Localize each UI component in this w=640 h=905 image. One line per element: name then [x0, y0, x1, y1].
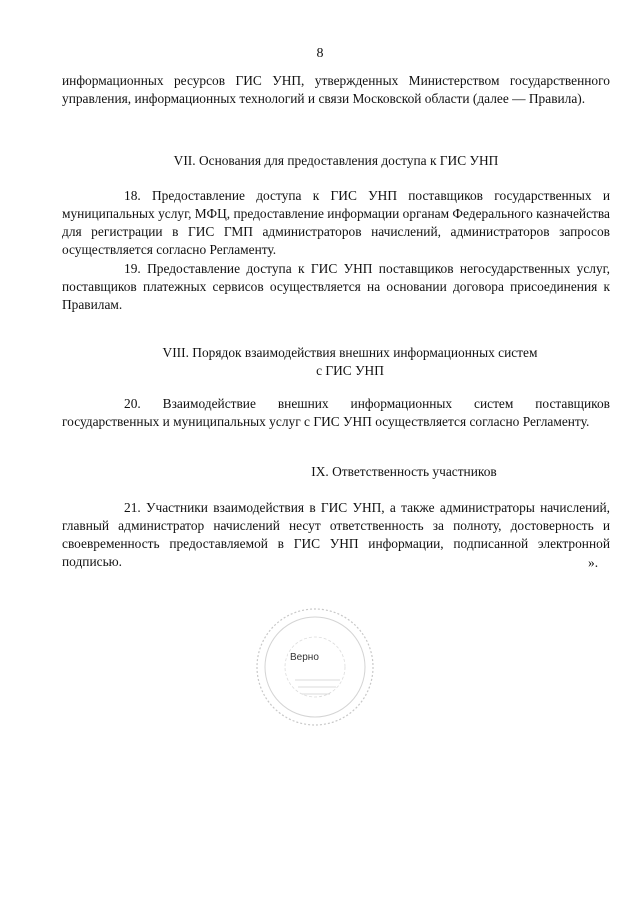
paragraph-20: 20. Взаимодействие внешних информационных систем поставщиков государственных и муниципальных услуг с ГИС УНП осуществляется согласно Регламенту.: [62, 396, 610, 429]
intro-paragraph: информационных ресурсов ГИС УНП, утвержденных Министерством государственного управления, информационных технологий и связи Московской области (далее — Правила).: [62, 73, 610, 106]
section-9-heading: IX. Ответственность участников: [311, 464, 497, 479]
official-seal: [250, 605, 380, 730]
paragraph-18: 18. Предоставление доступа к ГИС УНП поставщиков государственных и муниципальных услуг, МФЦ, предоставление информации органам Федерального казначейства для регистрации в ГИС ГМП администраторов начислений, администраторов запросов осуществляется согласно Регламенту.: [62, 188, 610, 257]
section-7-heading: VII. Основания для предоставления доступа к ГИС УНП: [173, 153, 499, 168]
section-8-heading-line-2: с ГИС УНП: [316, 363, 384, 378]
section-8-heading-line-1: VIII. Порядок взаимодействия внешних информационных систем: [162, 345, 538, 360]
page-number: 8: [316, 46, 324, 61]
closing-quote-mark: ».: [588, 555, 599, 570]
section-8-heading: [100, 344, 600, 380]
paragraph-19: 19. Предоставление доступа к ГИС УНП поставщиков негосударственных услуг, поставщиков платежных сервисов осуществляется на основании договора присоединения к Правилам.: [62, 261, 610, 312]
stamp-verified-label: Верно: [290, 652, 319, 663]
paragraph-21: 21. Участники взаимодействия в ГИС УНП, а также администраторы начислений, главный администратор начислений несут ответственность за полноту, достоверность и своевременность предоставляемой в ГИС УНП информации, подписанной электронной подписью.: [62, 500, 610, 569]
